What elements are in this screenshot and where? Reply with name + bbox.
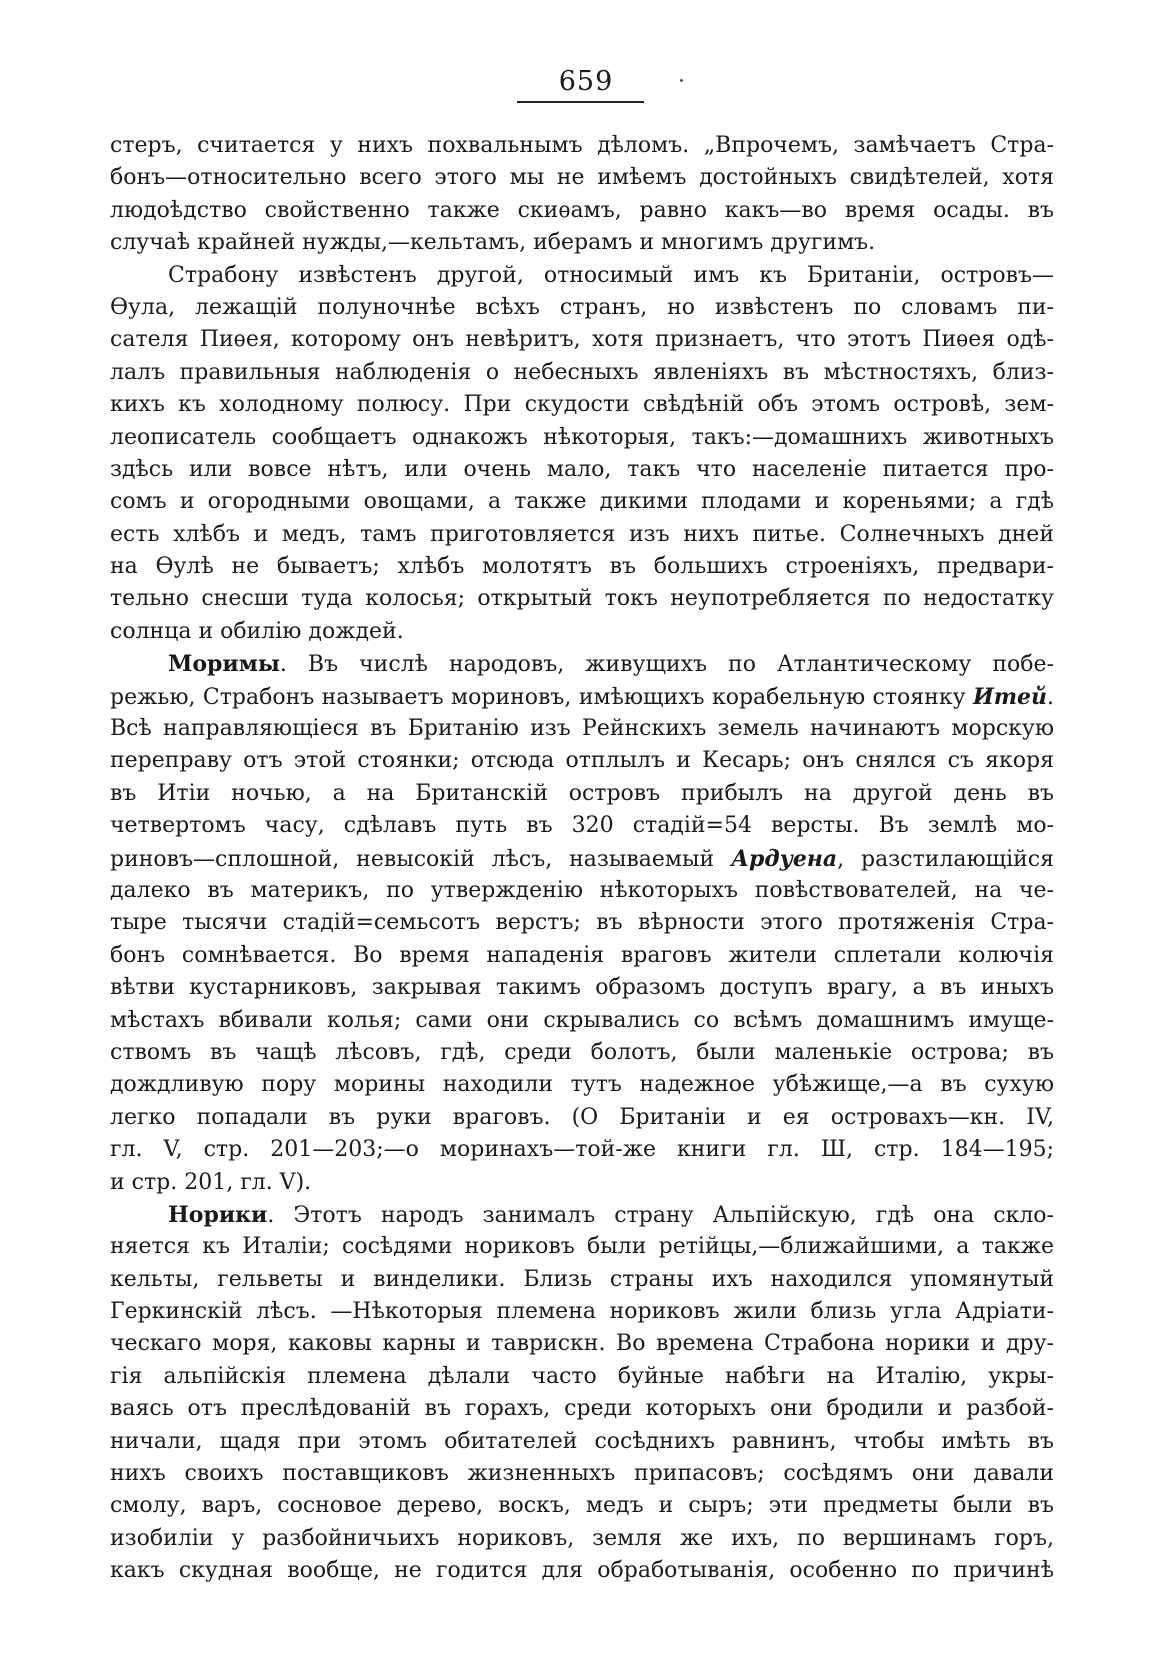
text-line: изобиліи у разбойничьихъ нориковъ, земля же ихъ, по вершинамъ горъ,	[110, 1525, 1054, 1551]
text-line: кихъ къ холодному полюсу. При скудости свѣдѣній объ этомъ островѣ, зем-	[110, 392, 1054, 418]
text-line: какъ скудная вообще, не годится для обработыванія, особенно по причинѣ	[110, 1558, 1054, 1584]
text-line: здѣсь или вовсе нѣтъ, или очень мало, такъ что населеніе питается про-	[110, 456, 1054, 482]
text-line-arduena: риновъ—сплошной, невысокій лѣсъ, называемый Ардуена, разстилающійся	[110, 845, 1054, 872]
text-line: бонъ сомнѣвается. Во время нападенія враговъ жители сплетали колючія	[110, 942, 1054, 968]
place-name-arduena: Ардуена	[731, 845, 838, 872]
text-line: есть хлѣбъ и медъ, тамъ приготовляется изъ нихъ питье. Солнечныхъ дней	[110, 521, 1054, 547]
text-line: стеръ, считается у нихъ похвальнымъ дѣломъ. „Впрочемъ, замѣчаетъ Стра-	[110, 133, 1054, 158]
text-line: Всѣ направляющіеся въ Британію изъ Рейнскихъ земель начинаютъ морскую	[110, 716, 1054, 742]
paragraph-noriki-first-line: Норики. Этотъ народъ занималъ страну Альпійскую, гдѣ она скло-	[168, 1201, 1054, 1228]
text-line: далеко въ материкъ, по утвержденію нѣкоторыхъ повѣствователей, на че-	[110, 877, 1054, 903]
text-line: тельно снесши туда колосья; открытый токъ неупотребляется по недостатку	[110, 586, 1054, 612]
text-line: смолу, варъ, сосновое дерево, воскъ, медъ и сыръ; эти предметы были въ	[110, 1493, 1054, 1519]
text-line: и стр. 201, гл. V).	[110, 1169, 312, 1195]
paragraph-morins-first-line: Моримы. Въ числѣ народовъ, живущихъ по Атлантическому побе-	[168, 651, 1054, 678]
text-line: нихъ своихъ поставщиковъ жизненныхъ припасовъ; сосѣдямъ они давали	[110, 1461, 1054, 1487]
text-line: ствомъ въ чащѣ лѣсовъ, гдѣ, среди болотъ, были маленькіе острова; въ	[110, 1039, 1054, 1065]
text-line: мѣстахъ вбивали колья; сами они скрывались со всѣмъ домашнимъ имуще-	[110, 1007, 1054, 1033]
text-line: сателя Пиѳея, которому онъ невѣритъ, хотя признаетъ, что этотъ Пиѳея одѣ-	[110, 327, 1054, 353]
place-name-itey: Итей	[972, 683, 1047, 710]
text-line: въ Итіи ночью, а на Британскій островъ прибылъ на другой день въ	[110, 780, 1054, 806]
text-line: ваясь отъ преслѣдованій въ горахъ, среди которыхъ они бродили и разбой-	[110, 1396, 1054, 1422]
paragraph-first-line: Страбону извѣстенъ другой, относимый имъ къ Британіи, островъ—	[168, 262, 1054, 288]
text-line: Геркинскій лѣсъ. —Нѣкоторыя племена нориковъ жили близь угла Адріати-	[110, 1299, 1054, 1325]
body-text	[110, 130, 1054, 1588]
text-line: солнца и обилію дождей.	[110, 618, 404, 644]
text-line: случаѣ крайней нужды,—кельтамъ, иберамъ и многимъ другимъ.	[110, 230, 876, 256]
text-line: леописатель сообщаетъ однакожъ нѣкоторыя, такъ:—домашнихъ животныхъ	[110, 424, 1054, 450]
text-line: Ѳула, лежащій полуночнѣе всѣхъ странъ, но извѣстенъ по словамъ пи-	[110, 294, 1054, 320]
text-line-itey: режью, Страбонъ называетъ мориновъ, имѣющихъ корабельную стоянку Итей.	[110, 683, 1054, 710]
text-line: сомъ и огородными овощами, а также дикими плодами и кореньями; а гдѣ	[110, 489, 1054, 515]
text-line: няется къ Италіи; сосѣдями нориковъ были ретійцы,—ближайшими, а также	[110, 1234, 1054, 1260]
text-line: легко попадали въ руки враговъ. (О Британіи и ея островахъ—кн. IV,	[110, 1104, 1054, 1130]
text-line: переправу отъ этой стоянки; отсюда отплылъ и Кесарь; онъ снялся съ якоря	[110, 748, 1054, 774]
text-line: ческаго моря, каковы карны и таврискн. Во времена Страбона норики и дру-	[110, 1331, 1054, 1357]
text-line: людоѣдство свойственно также скиѳамъ, равно какъ—во время осады. въ	[110, 197, 1054, 223]
text-line: дождливую пору морины находили тутъ надежное убѣжище,—а въ сухую	[110, 1072, 1054, 1098]
text-line: тыре тысячи стадій=семьсотъ верстъ; въ вѣрности этого протяженія Стра-	[110, 910, 1054, 936]
text-line: гія альпійскія племена дѣлали часто буйные набѣги на Италію, укры-	[110, 1363, 1054, 1389]
text-line: ничали, щадя при этомъ обитателей сосѣднихъ равнинъ, чтобы имѣть въ	[110, 1428, 1054, 1454]
page-number-rule	[517, 101, 644, 103]
text-line: вѣтви кустарниковъ, закрывая такимъ образомъ доступъ врагу, а въ иныхъ	[110, 975, 1054, 1001]
text-line: на Ѳулѣ не бываетъ; хлѣбъ молотятъ въ большихъ строеніяхъ, предвари-	[110, 554, 1054, 580]
text-line: гл. V, стр. 201—203;—о моринахъ—той-же книги гл. Ш, стр. 184—195;	[110, 1137, 1054, 1163]
page-number: 659	[558, 66, 614, 97]
text-line: четвертомъ часу, сдѣлавъ путь въ 320 стадій=54 версты. Въ землѣ мо-	[110, 813, 1054, 839]
page-speck	[680, 79, 683, 82]
heading-morins: Моримы	[168, 651, 280, 678]
text-line: кельты, гельветы и винделики. Близь страны ихъ находился упомянутый	[110, 1266, 1054, 1292]
text-line: бонъ—относительно всего этого мы не имѣемъ достойныхъ свидѣтелей, хотя	[110, 165, 1054, 191]
heading-noriki: Норики	[168, 1201, 268, 1228]
text-line: лалъ правильныя наблюденія о небесныхъ явленіяхъ въ мѣстностяхъ, близ-	[110, 359, 1054, 385]
